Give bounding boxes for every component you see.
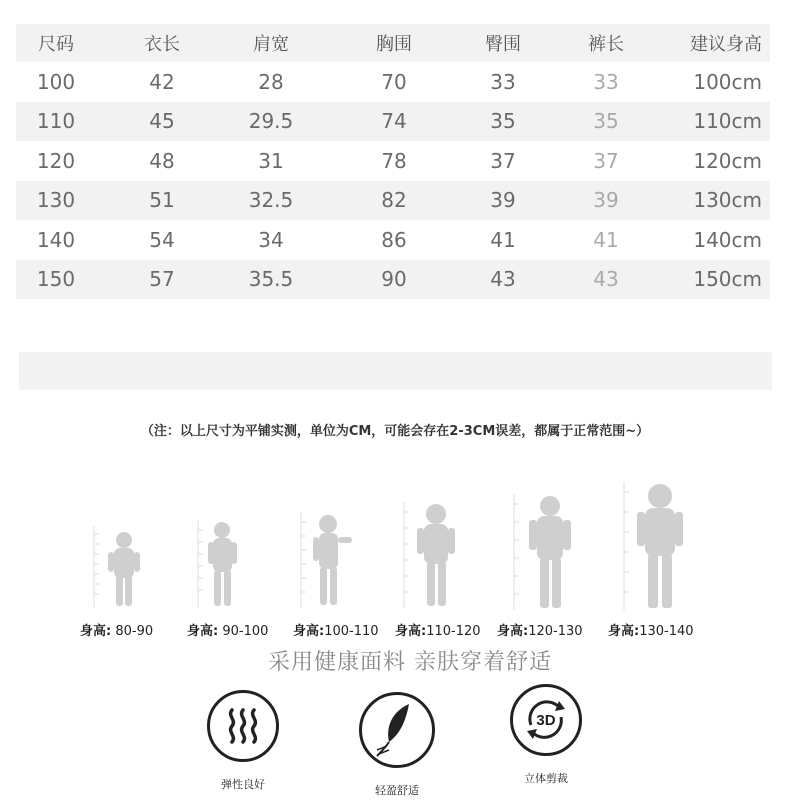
cell: 51 bbox=[149, 188, 175, 213]
3d-rotate-icon bbox=[510, 684, 582, 756]
cell: 78 bbox=[381, 148, 407, 173]
cell: 28 bbox=[258, 69, 284, 94]
size-table bbox=[16, 24, 770, 299]
height-range: 130-140 bbox=[639, 624, 694, 639]
cell: 90 bbox=[381, 267, 407, 292]
height-prefix: 身高: bbox=[395, 624, 427, 639]
height-reference-figures bbox=[0, 470, 790, 640]
measurement-note: （注：以上尺寸为平铺实测，单位为CM，可能会存在2-3CM误差，都属于正常范围~） bbox=[140, 424, 650, 439]
child-silhouette-2 bbox=[194, 518, 250, 610]
child-silhouette-5 bbox=[510, 492, 578, 612]
height-range: 100-110 bbox=[324, 624, 379, 639]
cell: 37 bbox=[593, 148, 619, 173]
cell: 35.5 bbox=[248, 267, 294, 292]
cell: 43 bbox=[593, 267, 619, 292]
cell: 42 bbox=[149, 69, 175, 94]
height-label-5 bbox=[497, 620, 583, 639]
cell: 34 bbox=[258, 227, 284, 252]
height-label-2 bbox=[187, 620, 268, 639]
cell: 37 bbox=[490, 148, 516, 173]
cell: 130 bbox=[36, 188, 76, 213]
header-height: 建议身高 bbox=[690, 34, 762, 55]
cell: 70 bbox=[381, 69, 407, 94]
cell: 39 bbox=[490, 188, 516, 213]
feather-icon bbox=[359, 692, 435, 768]
height-range: 110-120 bbox=[426, 624, 481, 639]
height-range: 80-90 bbox=[115, 624, 154, 639]
header-size: 尺码 bbox=[38, 34, 74, 55]
cell: 29.5 bbox=[248, 109, 294, 134]
cell: 39 bbox=[593, 188, 619, 213]
header-chest: 胸围 bbox=[376, 34, 412, 55]
table-row bbox=[16, 141, 770, 181]
svg-text:3D: 3D bbox=[536, 712, 556, 729]
feature-label: 轻盈舒适 bbox=[375, 784, 419, 797]
header-hip: 臀围 bbox=[485, 34, 521, 55]
cell: 86 bbox=[381, 227, 407, 252]
cell: 150 bbox=[36, 267, 76, 292]
cell: 82 bbox=[381, 188, 407, 213]
table-row bbox=[16, 102, 770, 142]
cell: 43 bbox=[490, 267, 516, 292]
height-range: 90-100 bbox=[222, 624, 269, 639]
cell: 57 bbox=[149, 267, 175, 292]
feature-label: 弹性良好 bbox=[221, 778, 265, 791]
height-range: 120-130 bbox=[528, 624, 583, 639]
height-label-3 bbox=[293, 620, 379, 639]
cell: 110cm bbox=[693, 109, 762, 134]
feature-elastic bbox=[183, 690, 303, 792]
fabric-slogan: 采用健康面料 亲肤穿着舒适 bbox=[268, 650, 552, 675]
cell: 100 bbox=[36, 69, 76, 94]
height-label-4 bbox=[395, 620, 481, 639]
child-silhouette-4 bbox=[400, 500, 464, 610]
feature-label: 立体剪裁 bbox=[524, 772, 568, 785]
cell: 54 bbox=[149, 227, 175, 252]
height-prefix: 身高: bbox=[80, 624, 112, 639]
cell: 35 bbox=[593, 109, 619, 134]
cell: 110 bbox=[36, 109, 76, 134]
table-header-row bbox=[16, 24, 770, 62]
cell: 48 bbox=[149, 148, 175, 173]
feature-lightweight bbox=[337, 692, 457, 798]
height-prefix: 身高: bbox=[497, 624, 529, 639]
cell: 41 bbox=[490, 227, 516, 252]
child-silhouette-3 bbox=[297, 510, 357, 610]
table-row bbox=[16, 220, 770, 260]
cell: 31 bbox=[258, 148, 284, 173]
table-row bbox=[16, 62, 770, 102]
height-label-6 bbox=[608, 620, 694, 639]
header-pant-length: 裤长 bbox=[588, 34, 624, 55]
cell: 45 bbox=[149, 109, 175, 134]
cell: 120 bbox=[36, 148, 76, 173]
cell: 140 bbox=[36, 227, 76, 252]
cell: 35 bbox=[490, 109, 516, 134]
height-prefix: 身高: bbox=[608, 624, 640, 639]
cell: 32.5 bbox=[248, 188, 294, 213]
height-prefix: 身高: bbox=[187, 624, 219, 639]
elastic-waves-icon bbox=[207, 690, 279, 762]
table-row bbox=[16, 181, 770, 221]
cell: 33 bbox=[490, 69, 516, 94]
divider-bar bbox=[19, 352, 772, 390]
cell: 130cm bbox=[693, 188, 762, 213]
cell: 150cm bbox=[693, 267, 762, 292]
cell: 100cm bbox=[693, 69, 762, 94]
child-silhouette-6 bbox=[620, 480, 692, 612]
header-length: 衣长 bbox=[144, 34, 180, 55]
cell: 74 bbox=[381, 109, 407, 134]
height-label-1 bbox=[80, 620, 153, 639]
child-silhouette-1 bbox=[90, 524, 150, 610]
feature-3d-cut bbox=[486, 684, 606, 786]
header-shoulder: 肩宽 bbox=[253, 34, 289, 55]
cell: 140cm bbox=[693, 227, 762, 252]
cell: 120cm bbox=[693, 148, 762, 173]
height-prefix: 身高: bbox=[293, 624, 325, 639]
cell: 41 bbox=[593, 227, 619, 252]
cell: 33 bbox=[593, 69, 619, 94]
table-row bbox=[16, 260, 770, 300]
